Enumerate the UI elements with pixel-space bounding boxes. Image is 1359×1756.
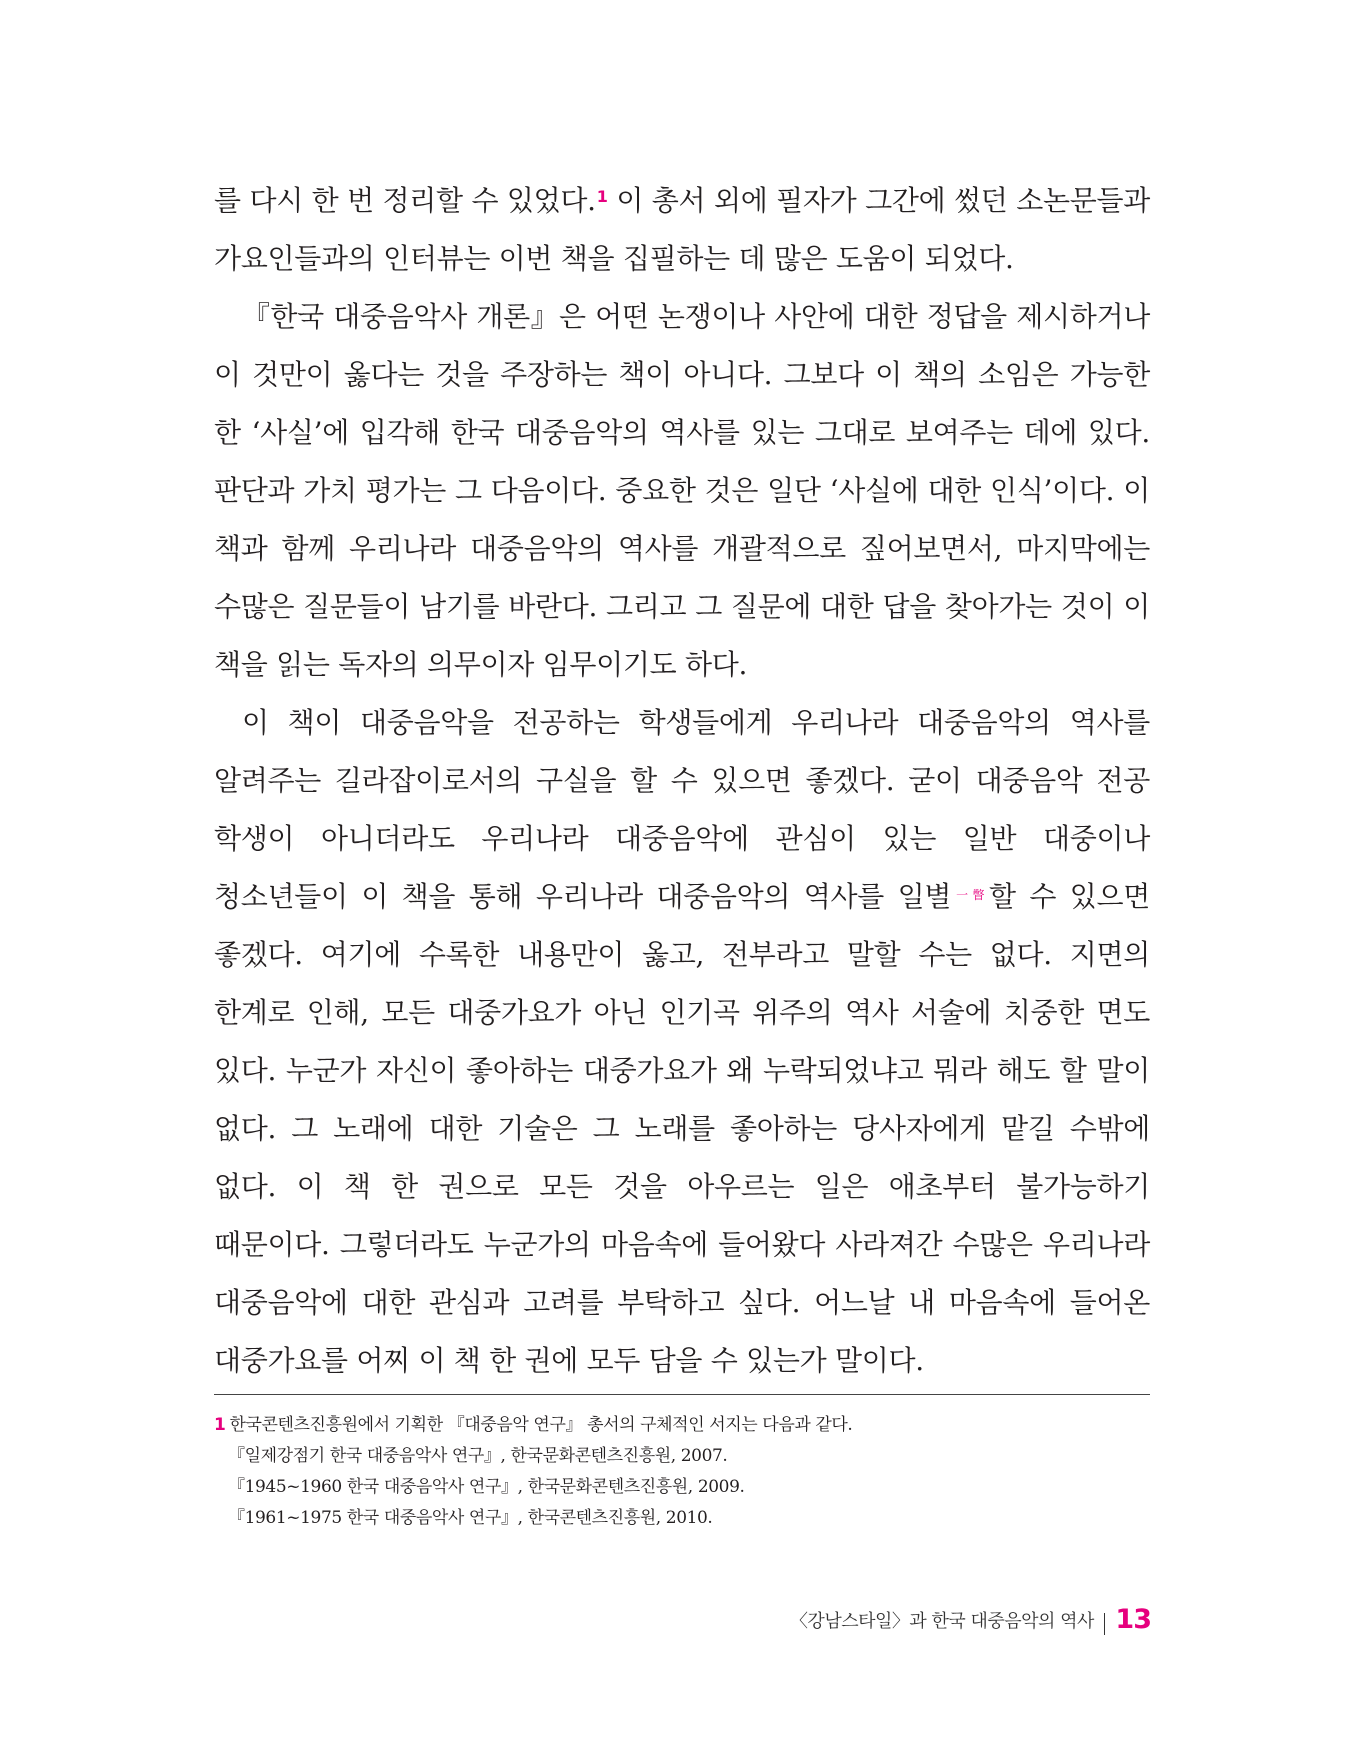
hanja-gloss: 一瞥: [951, 888, 990, 902]
footnote-1: [214, 1410, 1150, 1441]
footer-divider: [1104, 1613, 1106, 1635]
footnotes: [214, 1410, 1150, 1534]
footnote-number: 1: [214, 1415, 226, 1435]
footnote-divider: [214, 1394, 1150, 1395]
paragraph-3-text-b: 할 수 있으면 좋겠다. 여기에 수록한 내용만이 옳고, 전부라고 말할 수는 없다. 지면의 한계로 인해, 모든 대중가요가 아닌 인기곡 위주의 역사 서술에 치중한 면도 있다. 누군가 자신이 좋아하는 대중가요가 왜 누락되었냐고 뭐라 해도 할 말이 없다. 그 노래에 대한 기술은 그 노래를 좋아하는 당사자에게 맡길 수밖에 없다. 이 책 한 권으로 모든 것을 아우르는 일은 애초부터 불가능하기 때문이다. 그렇더라도 누군가의 마음속에 들어왔다 사라져간 수많은 우리나라 대중음악에 대한 관심과 고려를 부탁하고 싶다. 어느날 내 마음속에 들어온 대중가요를 어찌 이 책 한 권에 모두 담을 수 있는가 말이다.: [214, 880, 1150, 1377]
footnote-item: 『1961~1975 한국 대중음악사 연구』, 한국콘텐츠진흥원, 2010.: [228, 1508, 713, 1528]
paragraph-2: 『한국 대중음악사 개론』은 어떤 논쟁이나 사안에 대한 정답을 제시하거나 이 것만이 옳다는 것을 주장하는 책이 아니다. 그보다 이 책의 소임은 가능한 한 ‘사실’에 입각해 한국 대중음악의 역사를 있는 그대로 보여주는 데에 있다. 판단과 가치 평가는 그 다음이다. 중요한 것은 일단 ‘사실에 대한 인식’이다. 이 책과 함께 우리나라 대중음악의 역사를 개괄적으로 짚어보면서, 마지막에는 수많은 질문들이 남기를 바란다. 그리고 그 질문에 대한 답을 찾아가는 것이 이 책을 읽는 독자의 의무이자 임무이기도 하다.: [214, 300, 1150, 681]
page-number: 13: [1115, 1604, 1151, 1635]
footnote-intro: 한국콘텐츠진흥원에서 기획한 『대중음악 연구』 총서의 구체적인 서지는 다음과 같다.: [229, 1415, 853, 1435]
paragraph-1-text-b: 이 총서 외에 필자가 그간에 썼던 소논문들과 가요인들과의 인터뷰는 이번 책을 집필하는 데 많은 도움이 되었다.: [214, 184, 1150, 275]
page-footer: [790, 1604, 1151, 1635]
paragraph-1-text-a: 를 다시 한 번 정리할 수 있었다.: [214, 184, 596, 217]
running-title: 〈강남스타일〉과 한국 대중음악의 역사: [789, 1610, 1094, 1632]
paragraph-3-text-a: 이 책이 대중음악을 전공하는 학생들에게 우리나라 대중음악의 역사를 알려주는 길라잡이로서의 구실을 할 수 있으면 좋겠다. 굳이 대중음악 전공 학생이 아니더라도 우리나라 대중음악에 관심이 있는 일반 대중이나 청소년들이 이 책을 통해 우리나라 대중음악의 역사를 일별: [214, 706, 1150, 913]
paragraph-3: [214, 694, 1150, 1390]
footnote-item: 『1945~1960 한국 대중음악사 연구』, 한국문화콘텐츠진흥원, 2009.: [228, 1477, 745, 1497]
footnote-item: 『일제강점기 한국 대중음악사 연구』, 한국문화콘텐츠진흥원, 2007.: [228, 1446, 728, 1466]
paragraph-1: [214, 172, 1150, 288]
footnote-reference-1[interactable]: 1: [596, 187, 608, 206]
body-text: [214, 172, 1150, 1390]
